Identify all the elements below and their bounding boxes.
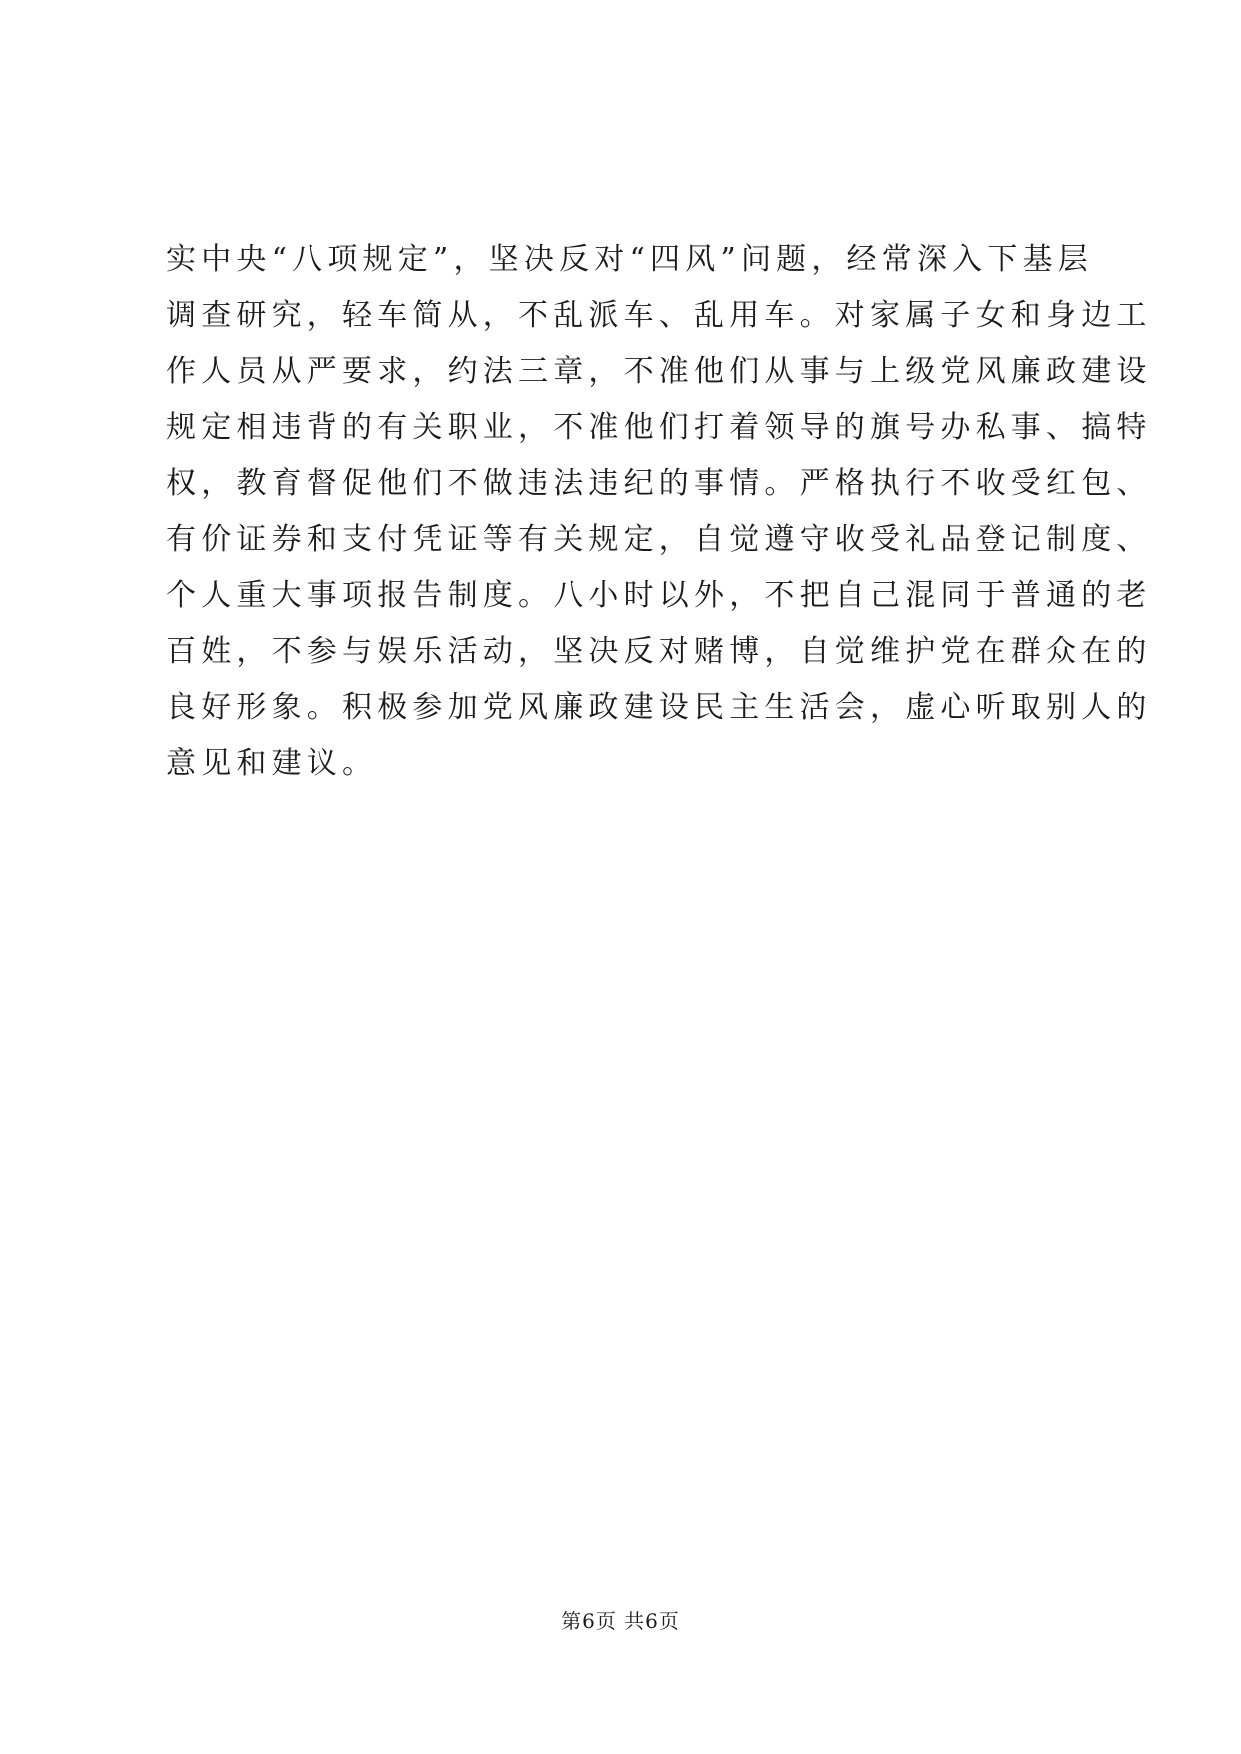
text-line: 良好形象。积极参加党风廉政建设民主生活会，虚心听取别人的 [166,690,1152,725]
text-line: 权，教育督促他们不做违法违纪的事情。严格执行不收受红包、 [166,466,1152,501]
text-line: 意见和建议。 [166,746,378,781]
body-paragraph [166,232,1152,792]
text-line: 个人重大事项报告制度。八小时以外，不把自己混同于普通的老 [166,578,1152,613]
text-line: 百姓，不参与娱乐活动，坚决反对赌博，自觉维护党在群众在的 [166,634,1152,669]
page-number-footer: 第6页 共6页 [561,1609,680,1633]
text-line: 规定相违背的有关职业，不准他们打着领导的旗号办私事、搞特 [166,410,1152,445]
text-line: 有价证券和支付凭证等有关规定，自觉遵守收受礼品登记制度、 [166,522,1152,557]
text-line: 实中央“八项规定”，坚决反对“四风”问题，经常深入下基层 [166,242,1093,277]
text-line: 作人员从严要求，约法三章，不准他们从事与上级党风廉政建设 [166,354,1152,389]
text-line: 调查研究，轻车简从，不乱派车、乱用车。对家属子女和身边工 [166,298,1152,333]
